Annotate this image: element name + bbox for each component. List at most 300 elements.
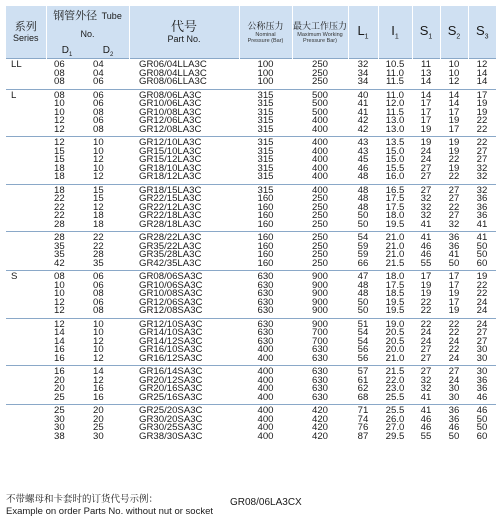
s2-cell: 50 (448, 257, 460, 269)
tube-d2-cell: 06 (93, 296, 104, 308)
s1-cell: 27 (420, 171, 432, 182)
series-cell (6, 394, 46, 405)
s3-cell: 22 (476, 279, 488, 291)
tube-d1-cell: 12 (46, 137, 79, 148)
part-no-cell: GR08/04LLA3C (139, 67, 207, 79)
i1-cell: 15.5 (385, 162, 405, 174)
s1-cell: 17 (420, 106, 432, 118)
tube-d2-cell: 28 (93, 249, 104, 260)
tube-d2-cell: 20 (93, 413, 104, 425)
header-series (6, 6, 46, 59)
series-cell: LL (6, 59, 46, 70)
s2-cell: 22 (448, 344, 460, 355)
s2-cell: 19 (448, 162, 460, 174)
max-pressure-cell: 700 (312, 327, 329, 338)
i1-cell: 21.5 (378, 366, 412, 377)
part-no-cell: GR15/12LA3C (139, 154, 202, 165)
s3-cell: 50 (476, 240, 488, 252)
s3-cell: 32 (476, 171, 488, 182)
series-cell (6, 433, 46, 444)
nominal-pressure-cell: 160 (257, 193, 274, 204)
s2-cell: 32 (448, 218, 460, 230)
series-cell (6, 260, 46, 271)
s3-cell: 27 (476, 335, 488, 347)
s3-cell: 60 (476, 257, 488, 269)
l1-cell: 34 (357, 67, 369, 79)
s3-cell: 27 (476, 145, 488, 157)
s2-cell: 24 (448, 374, 460, 386)
i1-cell: 25.5 (378, 405, 412, 416)
part-no-cell: GR38/30SA3C (139, 430, 203, 442)
i1-cell: 21.0 (385, 240, 405, 252)
series-cell (6, 405, 46, 416)
max-pressure-cell: 400 (312, 162, 329, 174)
s3-cell: 32 (476, 162, 488, 174)
l1-cell: 43 (348, 137, 378, 148)
l1-cell: 76 (357, 422, 369, 433)
max-pressure-cell: 400 (312, 171, 329, 182)
max-pressure-cell: 500 (312, 98, 329, 109)
tube-d2-cell: 06 (93, 76, 104, 87)
nominal-pressure-cell: 630 (257, 335, 274, 347)
s1-cell: 55 (420, 430, 432, 442)
nominal-pressure-cell: 400 (239, 405, 292, 416)
tube-d2-cell: 08 (93, 106, 104, 118)
series-cell (6, 424, 46, 433)
s1-cell: 17 (412, 271, 440, 282)
max-pressure-cell: 400 (312, 123, 329, 135)
series-cell (6, 137, 46, 148)
i1-cell: 20.5 (385, 335, 405, 347)
s3-cell: 22 (476, 288, 488, 299)
tube-cn-label: 钢管外径 (53, 10, 98, 22)
part-no-cell: GR15/10LA3C (139, 145, 202, 157)
max-pressure-cell: 420 (312, 413, 329, 425)
series-cell (6, 148, 46, 157)
s1-cell: 14 (412, 89, 440, 100)
tube-d1-cell: 28 (46, 232, 79, 243)
s1-cell: 19 (412, 137, 440, 148)
max-pressure-cell: 630 (312, 374, 329, 386)
series-cell: S (6, 271, 46, 282)
tube-d1-cell: 08 (54, 67, 65, 79)
max-pressure-cell: 900 (292, 318, 348, 329)
tube-d1-cell: 30 (54, 413, 65, 425)
order-example-note (6, 494, 496, 518)
tube-d1-cell: 18 (54, 162, 65, 174)
part-no-cell: GR16/12SA3C (139, 352, 203, 364)
s2-cell: 10 (440, 59, 468, 70)
max-pressure-cell: 400 (312, 145, 329, 157)
s1-cell: 46 (420, 249, 432, 260)
s2-cell: 22 (448, 154, 460, 165)
header-nominal-pressure (239, 6, 292, 59)
s1-cell: 14 (420, 76, 432, 87)
tube-d2-cell: 06 (93, 115, 104, 126)
s3-cell: 60 (476, 430, 488, 442)
max-pressure-cell: 630 (312, 344, 329, 355)
header-s3: $S_3$ (468, 6, 496, 59)
nominal-pressure-cell: 400 (239, 366, 292, 377)
nominal-pressure-cell: 630 (257, 279, 274, 291)
i1-cell: 11.0 (386, 67, 404, 79)
i1-cell: 15.0 (385, 154, 405, 165)
part-no-cell: GR22/18LA3C (139, 210, 202, 221)
max-pressure-cell: 250 (312, 67, 329, 79)
max-en-label-1: Maximum Working (297, 32, 343, 38)
s3-cell: 24 (468, 318, 496, 329)
nominal-pressure-cell: 630 (239, 318, 292, 329)
tube-d1-cell: 42 (54, 257, 65, 269)
tube-d2-cell: 06 (79, 271, 129, 282)
s3-cell: 41 (476, 218, 488, 230)
i1-cell: 18.0 (378, 271, 412, 282)
series-cell (6, 416, 46, 425)
table-row (6, 221, 496, 232)
tube-d1-cell: 22 (54, 210, 65, 221)
table-row (6, 260, 496, 271)
tube-d1-cell: 10 (54, 98, 65, 109)
s2-cell: 12 (448, 76, 460, 87)
nominal-pressure-cell: 160 (257, 218, 274, 230)
tube-d1-cell: 22 (54, 201, 65, 213)
s2-cell: 14 (440, 89, 468, 100)
series-cell (6, 117, 46, 126)
s2-cell: 19 (448, 145, 460, 157)
part-no-cell: GR28/18LA3C (139, 218, 202, 230)
nominal-pressure-cell: 400 (257, 352, 274, 364)
nominal-pressure-cell: 630 (257, 288, 274, 299)
part-no-cell: GR20/16SA3C (139, 383, 203, 394)
s2-cell: 46 (448, 422, 460, 433)
l1-cell: 54 (357, 335, 369, 347)
series-cell (6, 195, 46, 204)
tube-d1-cell: 10 (54, 106, 65, 118)
series-cell (6, 212, 46, 221)
tube-d2-cell: 10 (93, 162, 104, 174)
s2-cell: 24 (448, 335, 460, 347)
max-pressure-cell: 250 (292, 59, 348, 70)
table-row (6, 307, 496, 318)
nominal-pressure-cell: 315 (257, 106, 274, 118)
nominal-pressure-cell: 630 (239, 271, 292, 282)
d2-label: $D_2$ (102, 45, 114, 58)
nominal-pressure-cell: 400 (257, 383, 274, 394)
table-row (6, 126, 496, 137)
tube-d1-cell: 08 (46, 271, 79, 282)
i1-cell: 20.5 (385, 327, 405, 338)
part-no-cell: GR35/22LA3C (139, 240, 202, 252)
max-pressure-cell: 250 (312, 210, 329, 221)
i1-cell: 15.0 (385, 145, 405, 157)
max-pressure-cell: 630 (292, 366, 348, 377)
s2-cell: 17 (448, 123, 460, 135)
tube-d1-cell: 18 (54, 171, 65, 182)
series-cell (6, 156, 46, 165)
s1-cell: 27 (412, 366, 440, 377)
s1-cell: 32 (420, 374, 432, 386)
tube-d1-cell: 30 (54, 422, 65, 433)
s1-cell: 46 (420, 240, 432, 252)
s3-cell: 22 (476, 115, 488, 126)
series-cell (6, 307, 46, 318)
table-row (6, 173, 496, 184)
s1-cell: 41 (412, 405, 440, 416)
max-pressure-cell: 700 (312, 335, 329, 347)
nominal-pressure-cell: 315 (257, 115, 274, 126)
s1-cell: 41 (412, 232, 440, 243)
s2-cell: 27 (440, 366, 468, 377)
s3-cell: 36 (476, 193, 488, 204)
tube-d1-cell: 20 (54, 383, 65, 394)
nominal-pressure-cell: 160 (239, 232, 292, 243)
tube-d1-cell: 20 (54, 374, 65, 386)
i1-cell: 23.0 (385, 383, 405, 394)
s3-cell: 22 (468, 137, 496, 148)
s2-cell: 30 (448, 391, 460, 403)
max-pressure-cell: 900 (292, 271, 348, 282)
s2-cell: 27 (448, 193, 460, 204)
tube-d2-cell: 12 (93, 335, 104, 347)
nominal-pressure-cell: 100 (257, 76, 274, 87)
l1-cell: 54 (357, 327, 369, 338)
i1-cell: 16.5 (378, 184, 412, 195)
part-no-cell: GR25/16SA3C (139, 391, 203, 403)
max-pressure-cell: 250 (312, 218, 329, 230)
nominal-cn-label: 公称压力 (247, 21, 284, 31)
series-cell (6, 346, 46, 355)
series-cell (6, 70, 46, 79)
i1-cell: 11.5 (386, 106, 404, 118)
tube-d2-cell: 10 (93, 344, 104, 355)
series-cell (6, 318, 46, 329)
i1-cell: 19.5 (385, 296, 405, 308)
nominal-pressure-cell: 160 (257, 240, 274, 252)
l1-cell: 59 (357, 249, 369, 260)
tube-d1-cell: 12 (54, 305, 65, 316)
tube-d1-cell: 08 (46, 89, 79, 100)
s1-cell: 32 (420, 383, 432, 394)
i1-cell: 26.0 (385, 413, 405, 425)
nominal-pressure-cell: 160 (257, 210, 274, 221)
tube-d1-cell: 22 (54, 193, 65, 204)
l1-cell: 42 (357, 115, 369, 126)
i1-cell: 10.5 (378, 59, 412, 70)
s1-cell: 19 (420, 279, 432, 291)
l1-cell: 57 (348, 366, 378, 377)
tube-en-label: Tube No. (80, 11, 122, 39)
tube-d2-cell: 25 (93, 422, 104, 433)
s1-cell: 32 (420, 210, 432, 221)
series-cell (6, 299, 46, 308)
series-cell (6, 338, 46, 347)
s1-cell: 17 (420, 115, 432, 126)
s2-cell: 41 (448, 249, 460, 260)
part-cn-label: 代号 (171, 19, 198, 34)
i1-cell: 25.5 (385, 391, 405, 403)
i1-cell: 17.5 (385, 279, 405, 291)
s2-cell: 17 (448, 296, 460, 308)
part-no-cell: GR16/10SA3C (139, 344, 203, 355)
tube-d2-cell: 06 (93, 279, 104, 291)
i1-cell: 13.0 (385, 123, 405, 135)
series-cell (6, 100, 46, 109)
i1-cell: 20.0 (385, 344, 405, 355)
s2-cell: 10 (448, 67, 460, 79)
s3-cell: 30 (468, 366, 496, 377)
max-pressure-cell: 900 (312, 305, 329, 316)
tube-d2-cell: 30 (93, 430, 104, 442)
header-max-pressure (292, 6, 348, 59)
tube-d1-cell: 12 (54, 296, 65, 308)
s3-cell: 24 (476, 296, 488, 308)
part-no-cell: GR16/14SA3C (129, 366, 239, 377)
max-cn-label: 最大工作压力 (293, 21, 348, 31)
s3-cell: 27 (476, 154, 488, 165)
s2-cell: 36 (448, 240, 460, 252)
s3-cell: 17 (468, 89, 496, 100)
l1-cell: 54 (348, 232, 378, 243)
tube-d1-cell: 06 (46, 59, 79, 70)
table-row (6, 433, 496, 444)
s1-cell: 41 (420, 218, 432, 230)
i1-cell: 12.0 (385, 98, 405, 109)
s2-cell: 22 (448, 201, 460, 213)
i1-cell: 19.5 (385, 305, 405, 316)
tube-d2-cell: 35 (93, 257, 104, 269)
l1-cell: 50 (357, 305, 369, 316)
table-header (6, 6, 496, 59)
tube-d2-cell: 12 (93, 201, 104, 213)
i1-cell: 11.5 (386, 76, 404, 87)
part-no-cell: GR10/08LA3C (139, 106, 202, 118)
max-pressure-cell: 630 (312, 391, 329, 403)
part-no-cell: GR30/25SA3C (139, 422, 203, 433)
tube-d1-cell: 16 (46, 366, 79, 377)
s3-cell: 19 (476, 98, 488, 109)
part-no-cell: GR18/12LA3C (139, 171, 202, 182)
part-no-cell: GR22/15LA3C (139, 193, 202, 204)
s3-cell: 22 (476, 123, 488, 135)
series-cell: L (6, 89, 46, 100)
nominal-pressure-cell: 400 (257, 344, 274, 355)
part-no-cell: GR28/22LA3C (129, 232, 239, 243)
tube-d1-cell: 15 (54, 154, 65, 165)
max-pressure-cell: 400 (312, 154, 329, 165)
series-cell (6, 204, 46, 213)
s3-cell: 19 (468, 271, 496, 282)
order-example-part-no: GR08/06LA3CX (230, 497, 302, 508)
table-row (6, 355, 496, 366)
nominal-pressure-cell: 400 (257, 413, 274, 425)
tube-d2-cell: 06 (93, 98, 104, 109)
max-pressure-cell: 250 (312, 201, 329, 213)
l1-cell: 62 (357, 383, 369, 394)
i1-cell: 19.0 (378, 318, 412, 329)
l1-cell: 48 (348, 184, 378, 195)
s1-cell: 27 (420, 344, 432, 355)
max-pressure-cell: 420 (312, 430, 329, 442)
max-pressure-cell: 400 (312, 115, 329, 126)
series-cell (6, 221, 46, 232)
l1-cell: 50 (357, 296, 369, 308)
max-pressure-cell: 420 (312, 422, 329, 433)
tube-d1-cell: 08 (54, 76, 65, 87)
s1-cell: 24 (420, 335, 432, 347)
max-pressure-cell: 900 (312, 296, 329, 308)
nominal-pressure-cell: 315 (257, 171, 274, 182)
series-cell (6, 282, 46, 291)
s1-cell: 32 (420, 193, 432, 204)
max-pressure-cell: 630 (312, 383, 329, 394)
s3-cell: 14 (476, 67, 488, 79)
tube-d2-cell: 12 (93, 374, 104, 386)
tube-d2-cell: 14 (79, 366, 129, 377)
l1-cell: 40 (348, 89, 378, 100)
s3-cell: 30 (476, 344, 488, 355)
nominal-pressure-cell: 630 (257, 305, 274, 316)
tube-d1-cell: 14 (54, 327, 65, 338)
tube-d2-cell: 18 (93, 210, 104, 221)
s3-cell: 12 (468, 59, 496, 70)
s1-cell: 27 (412, 184, 440, 195)
l1-cell: 34 (357, 76, 369, 87)
s3-cell: 36 (476, 201, 488, 213)
nominal-en-label-1: Nominal (255, 32, 276, 38)
tube-d2-cell: 12 (93, 352, 104, 364)
s2-cell: 27 (448, 210, 460, 221)
s3-cell: 50 (476, 413, 488, 425)
l1-cell: 50 (357, 218, 369, 230)
header-s2: $S_2$ (440, 6, 468, 59)
tube-d2-cell: 20 (79, 405, 129, 416)
l1-cell: 71 (348, 405, 378, 416)
tube-d2-cell: 10 (93, 327, 104, 338)
l1-cell: 48 (357, 171, 369, 182)
tube-d1-cell: 16 (54, 352, 65, 364)
part-no-cell: GR12/06LA3C (139, 115, 202, 126)
i1-cell: 19.5 (385, 218, 405, 230)
s3-cell: 36 (476, 383, 488, 394)
part-no-cell: GR12/10LA3C (129, 137, 239, 148)
l1-cell: 56 (357, 352, 369, 364)
nominal-pressure-cell: 315 (239, 137, 292, 148)
l1-cell: 61 (357, 374, 369, 386)
max-pressure-cell: 900 (312, 279, 329, 291)
header-part-no (129, 6, 239, 59)
s3-cell: 36 (476, 374, 488, 386)
part-no-cell: GR18/15LA3C (129, 184, 239, 195)
l1-cell: 68 (357, 391, 369, 403)
series-cell (6, 173, 46, 184)
order-example-cn: 不带螺母和卡套时的订货代号示例： (6, 494, 159, 505)
l1-cell: 48 (357, 201, 369, 213)
tube-d1-cell: 25 (46, 405, 79, 416)
l1-cell: 48 (357, 193, 369, 204)
series-cell (6, 355, 46, 366)
nominal-pressure-cell: 100 (239, 59, 292, 70)
l1-cell: 74 (357, 413, 369, 425)
s1-cell: 32 (420, 201, 432, 213)
i1-cell: 16.0 (385, 171, 405, 182)
l1-cell: 66 (357, 257, 369, 269)
part-no-cell: GR06/04LLA3C (129, 59, 239, 70)
tube-d2-cell: 12 (93, 171, 104, 182)
i1-cell: 29.5 (385, 430, 405, 442)
l1-cell: 50 (357, 210, 369, 221)
tube-d2-cell: 08 (93, 288, 104, 299)
l1-cell: 42 (357, 123, 369, 135)
